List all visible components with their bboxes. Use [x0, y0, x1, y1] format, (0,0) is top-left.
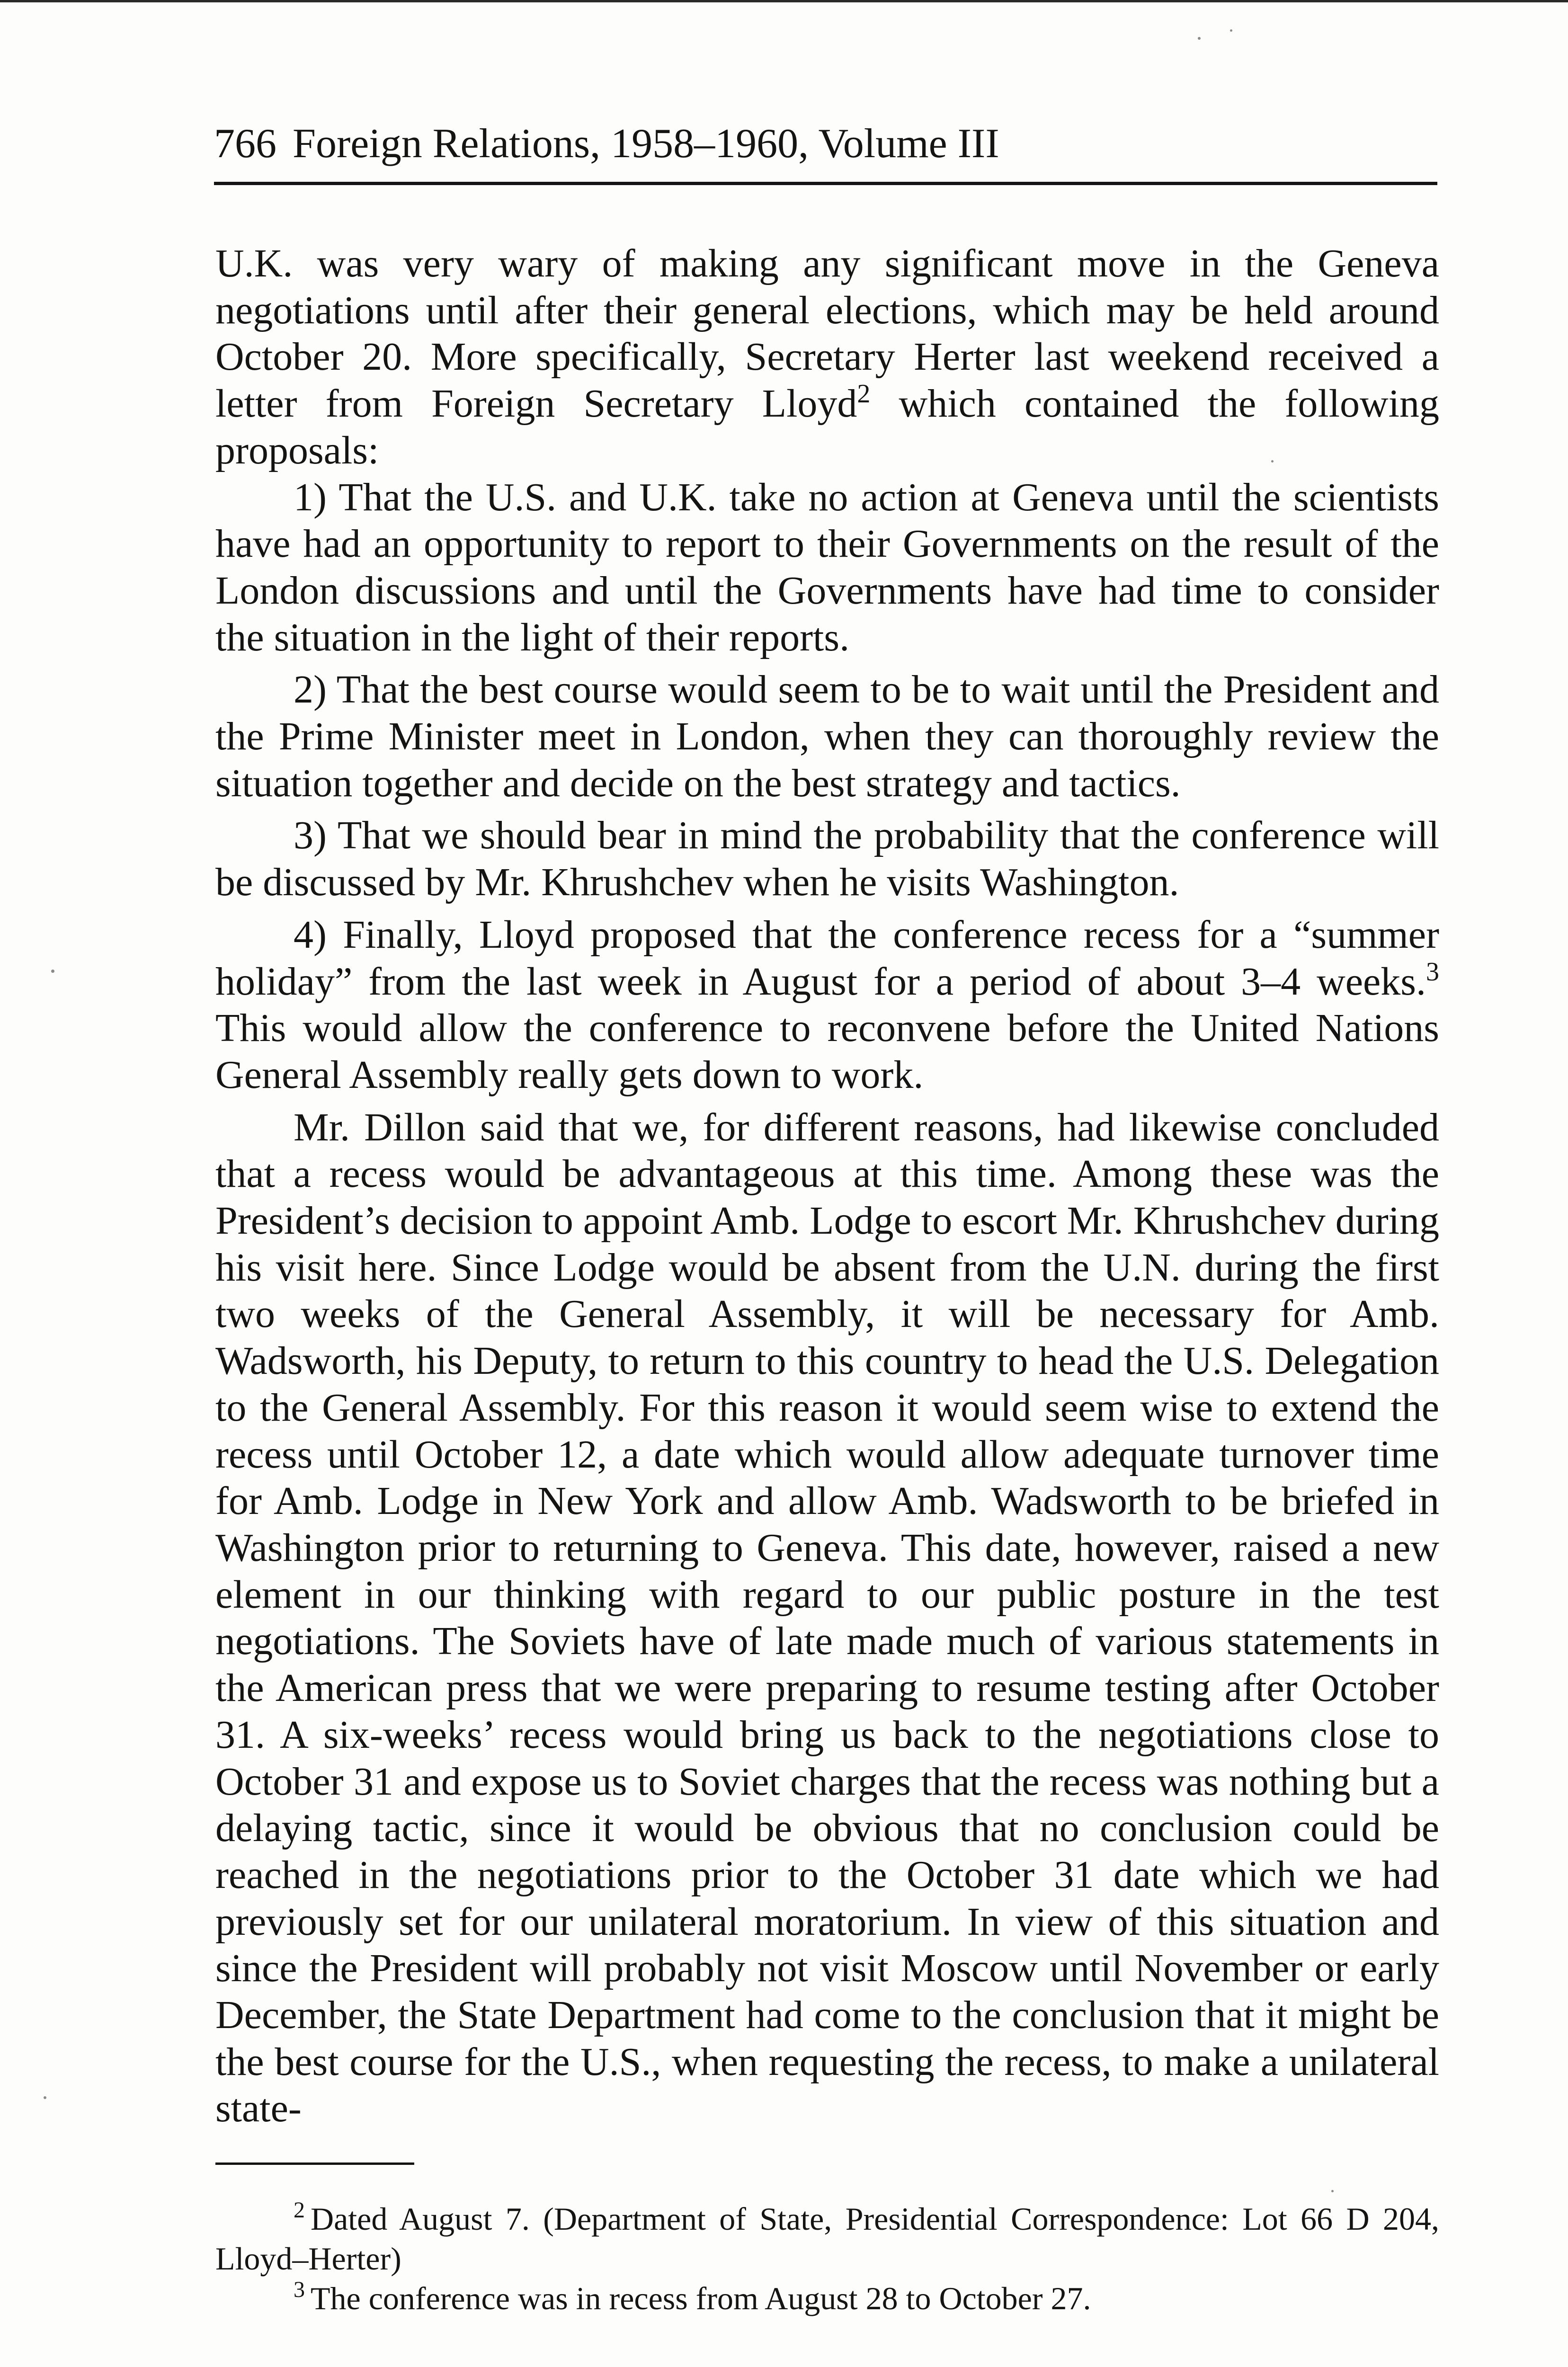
- paragraph-continuation: [215, 240, 1439, 474]
- proposal-3: 3) That we should bear in mind the probability that the conference will be discussed by Mr. Khrushchev when he visits Washington.: [215, 813, 1439, 905]
- scan-speck: [1198, 37, 1201, 40]
- paragraph-text: 4) Finally, Lloyd proposed that the conference recess for a “summer holiday” from the last week in August for a period of about 3–4 weeks.: [215, 912, 1439, 1004]
- scan-top-edge: [0, 0, 1568, 2]
- scan-speck: [1271, 460, 1274, 463]
- proposal-4: [215, 912, 1439, 1099]
- proposal-2: 2) That the best course would seem to be to wait until the President and the Prime Minister meet in London, when they can thoroughly review the situation together and decide on the best strategy and tactics.: [215, 667, 1439, 805]
- footnote-2: [215, 2199, 1439, 2278]
- page-number: 766: [214, 121, 276, 167]
- footnote-rule: [215, 2162, 414, 2165]
- footnote-ref-2: 2: [857, 379, 871, 409]
- body-text: [215, 240, 1439, 2132]
- dillon-paragraph: Mr. Dillon said that we, for different reasons, had likewise concluded that a recess would be advantageous at this time. Among these was the President’s decision to appoint Amb. Lodge to escort Mr. Khrushchev during his visit here. Since Lodge would be absent from the U.N. during the first two weeks of the General Assembly, it will be necessary for Amb. Wadsworth, his Deputy, to return to this country to head the U.S. Delegation to the General Assembly. For this reason it would seem wise to extend the recess until October 12, a date which would allow adequate turnover time for Amb. Lodge in New York and allow Amb. Wadsworth to be briefed in Washington prior to returning to Geneva. This date, however, raised a new element in our thinking with regard to our public posture in the test negotiations. The Soviets have of late made much of various statements in the American press that we were preparing to resume testing after October 31. A six-weeks’ recess would bring us back to the negotiations close to October 31 and expose us to Soviet charges that the recess was nothing but a delaying tactic, since it would be obvious that no conclusion could be reached in the negotiations prior to the October 31 date which we had previously set for our unilateral moratorium. In view of this situation and since the President will probably not visit Moscow until November or early December, the State Department had come to the conclusion that it might be the best course for the U.S., when requesting the recess, to make a unilateral state-: [215, 1105, 1439, 2131]
- scan-speck: [44, 2096, 46, 2099]
- running-head: [214, 117, 1434, 170]
- footnote-text: The conference was in recess from August 28 to October 27.: [311, 2280, 1091, 2316]
- proposal-1: 1) That the U.S. and U.K. take no action at Geneva until the scientists have had an opportunity to report to their Governments on the result of the London discussions and until the Governments have had time to consider the situation in the light of their reports.: [215, 475, 1439, 659]
- footnotes: [215, 2199, 1439, 2318]
- footnote-marker: 2: [294, 2198, 305, 2223]
- footnote-ref-3: 3: [1426, 957, 1439, 987]
- header-rule: [214, 182, 1437, 185]
- footnote-3: [215, 2278, 1439, 2318]
- volume-title: Foreign Relations, 1958–1960, Volume III: [293, 121, 999, 167]
- footnote-marker: 3: [294, 2277, 305, 2302]
- paragraph-text: which contained the following proposals:: [215, 382, 1439, 472]
- footnote-text: Dated August 7. (Department of State, Presidential Correspondence: Lot 66 D 204, Lloyd–Herter): [215, 2201, 1439, 2277]
- scan-speck: [51, 970, 54, 973]
- paragraph-text: U.K. was very wary of making any significant move in the Geneva negotiations until after their general elections, which may be held around October 20. More specifically, Secretary Herter last weekend received a letter from Foreign Secretary Lloyd: [215, 241, 1439, 426]
- paragraph-text: This would allow the conference to reconvene before the United Nations General Assembly really gets down to work.: [215, 1006, 1439, 1097]
- scan-speck: [1331, 2190, 1334, 2192]
- scan-speck: [1230, 29, 1232, 32]
